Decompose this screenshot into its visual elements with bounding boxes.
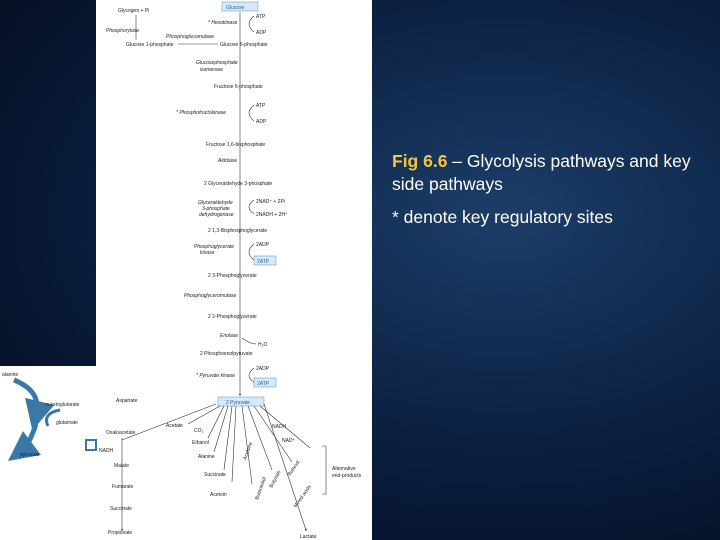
pyruvate-kinase-label: * Pyruvate kinase (196, 373, 235, 379)
g3pdh-label-1: Glyceraldehyde (198, 200, 233, 206)
atp-4-label: 2ATP (257, 381, 270, 387)
atp-1-label: ATP (256, 14, 266, 20)
hexokinase-cofactor-arrow (249, 16, 254, 32)
phosphoglucomutase-label: Phosphoglucomutase (166, 34, 215, 40)
3-phosphoglycerate-label: 2 3-Phosphoglycerate (208, 273, 257, 279)
atp-2-label: ATP (256, 103, 266, 109)
adp-4-label: 2ADP (256, 366, 270, 372)
inset-pyruvate-label: pyruvate (20, 452, 40, 458)
h2o-label: H₂O (258, 342, 268, 348)
adp-3-label: 2ADP (256, 242, 270, 248)
inset-glutamate-label: glutamate (56, 420, 78, 426)
pgk-label-2: kinase (200, 250, 215, 256)
isomerase-label-2: isomerase (200, 67, 224, 73)
g3pdh-label-2: 3-phosphate (202, 206, 230, 212)
caption-title-text: – Glycolysis pathways and key side pathways (392, 151, 691, 194)
glycolysis-diagram (96, 0, 372, 540)
transamination-inset (0, 366, 98, 540)
enolase-water-arrow (242, 338, 256, 344)
alanine-branch-arrow (214, 406, 228, 452)
phosphoenolpyruvate-label: 2 Phosphoenolpyruvate (200, 351, 253, 357)
phosphoglyceromutase-label: Phosphoglyceromutase (184, 293, 237, 299)
glucose-label: Glucose (226, 5, 245, 11)
glucose-1-phosphate-label: Glucose 1-phosphate (126, 42, 174, 48)
pyruvate-label: 2 Pyruvate (226, 400, 250, 406)
nadh-1-label: NADH (99, 448, 114, 454)
fumarate-label: Fumarate (112, 484, 134, 490)
inset-side-marker (86, 440, 96, 450)
pgk-label-1: Phosphoglycerate (194, 244, 235, 250)
acetate-label: Acetate (166, 423, 183, 429)
g3p-label: 2 Glyceraldehyde 3-phosphate (204, 181, 273, 187)
isomerase-label-1: Glucosephosphate (196, 60, 238, 66)
ethanol-label: Ethanol (192, 440, 209, 446)
malate-label: Malate (114, 463, 130, 469)
inset-alanine-label: alanine (2, 372, 19, 378)
ethanol-branch-arrow (208, 406, 224, 438)
transamination-diagram (0, 366, 98, 540)
inset-alpha-ketoglutarate-label: α-ketoglutarate (46, 402, 80, 408)
lactate-label: Lactate (300, 534, 317, 540)
fructose-bisphosphate-label: Fructose 1,6-bisphosphate (206, 142, 266, 148)
fructose-6-phosphate-label: Fructose 6-phosphate (214, 84, 263, 90)
nad-pi-label: 2NAD⁺ + 2Pi (256, 199, 285, 205)
succinate-right-label: Succinate (204, 472, 226, 478)
butanol-label: Butanol (286, 459, 302, 478)
mixed-acids-label: Mixed acids (292, 484, 313, 510)
nadh-2-label: NADH (272, 424, 287, 430)
pyruvate-to-oxaloacetate-arrow (122, 404, 216, 440)
2-phosphoglycerate-label: 2 2-Phosphoglycerate (208, 314, 257, 320)
figure-number: Fig 6.6 (392, 151, 448, 171)
glucose-6-phosphate-label: Glucose 6-phosphate (220, 42, 268, 48)
pfk-cofactor-arrow (249, 105, 254, 121)
propionate-label: Propionate (108, 530, 133, 536)
caption-title (392, 150, 712, 196)
alternative-label-2: end-products (332, 473, 362, 479)
co2-label: CO₂ (194, 428, 204, 434)
pk-cofactor-arrow (249, 368, 254, 382)
atp-3-label: 2ATP (257, 259, 270, 265)
aspartate-label: Aspartate (116, 398, 138, 404)
oxaloacetate-label: Oxaloacetate (106, 430, 136, 436)
acetone-label: Acetone (242, 441, 255, 461)
butyrate-branch-arrow (248, 406, 272, 470)
enolase-label: Enolase (220, 333, 239, 339)
glycolysis-figure (96, 0, 372, 540)
butyrate-label: Butyrate (268, 469, 283, 489)
acetoin-branch-arrow (232, 406, 236, 482)
slide-caption (392, 150, 712, 229)
g3pdh-cofactor-arrow (249, 200, 254, 214)
nad-plus-label: NAD⁺ (282, 438, 296, 444)
alanine-to-pyruvate-arrow (14, 380, 37, 416)
alternative-label-1: Alternative (332, 466, 356, 472)
pgk-cofactor-arrow (249, 244, 254, 260)
bisphosphoglycerate-label: 2 1,3-Bisphosphoglycerate (208, 228, 268, 234)
butanol-branch-arrow (254, 406, 292, 462)
alternative-bracket (322, 446, 326, 494)
nadh-h-label: 2NADH + 2H⁺ (256, 212, 288, 218)
acetoin-label: Acetoin (210, 492, 227, 498)
hexokinase-label: * Hexokinase (208, 20, 238, 26)
adp-1-label: ADP (256, 30, 267, 36)
alanine-right-label: Alanine (198, 454, 215, 460)
caption-note: * denote key regulatory sites (392, 207, 613, 227)
phosphofructokinase-label: * Phosphofructokinase (176, 110, 227, 116)
g3pdh-label-3: dehydrogenase (199, 212, 234, 218)
glycogen-label: Glycogen + Pi (118, 8, 150, 14)
aldolase-label: Aldolase (218, 158, 238, 164)
butanediol-label: Butanediol (254, 476, 268, 501)
inset-lower-arrow (20, 424, 36, 452)
lactate-branch-arrow (264, 404, 306, 530)
succinate-left-label: Succinate (110, 506, 132, 512)
adp-2-label: ADP (256, 119, 267, 125)
phosphorylase-label: Phosphorylase (106, 28, 140, 34)
